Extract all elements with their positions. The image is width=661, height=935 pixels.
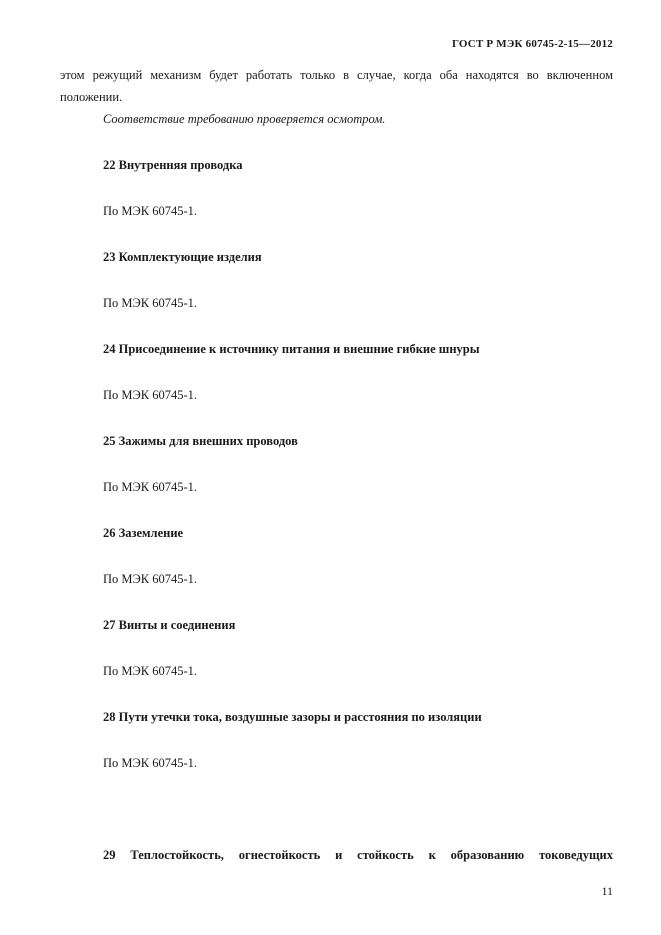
section-title-27: 27 Винты и соединения xyxy=(103,618,236,632)
section-title-22: 22 Внутренняя проводка xyxy=(103,158,243,172)
section-title-25: 25 Зажимы для внешних проводов xyxy=(103,434,298,448)
section-ref-28: По МЭК 60745-1. xyxy=(103,756,198,770)
section-ref-24: По МЭК 60745-1. xyxy=(103,388,198,402)
section-title-28: 28 Пути утечки тока, воздушные зазоры и расстояния по изоляции xyxy=(103,710,482,724)
section-ref-23: По МЭК 60745-1. xyxy=(103,296,198,310)
intro-line-2: положении. xyxy=(60,90,123,104)
document-header: ГОСТ Р МЭК 60745-2-15—2012 xyxy=(451,38,613,50)
section-ref-26: По МЭК 60745-1. xyxy=(103,572,198,586)
section-ref-25: По МЭК 60745-1. xyxy=(103,480,198,494)
section-title-26: 26 Заземление xyxy=(103,526,184,540)
section-title-24: 24 Присоединение к источнику питания и внешние гибкие шнуры xyxy=(103,342,480,356)
compliance-note: Соответствие требованию проверяется осмотром. xyxy=(103,112,386,126)
section-title-23: 23 Комплектующие изделия xyxy=(103,250,262,264)
intro-line-1: этом режущий механизм будет работать только в случае, когда оба находятся во включенном xyxy=(60,68,613,82)
section-ref-27: По МЭК 60745-1. xyxy=(103,664,198,678)
intro-paragraph xyxy=(60,64,613,108)
section-ref-22: По МЭК 60745-1. xyxy=(103,204,198,218)
section-title-29: 29 Теплостойкость, огнестойкость и стойкость к образованию токоведущих xyxy=(103,848,613,862)
page-number: 11 xyxy=(601,884,613,898)
